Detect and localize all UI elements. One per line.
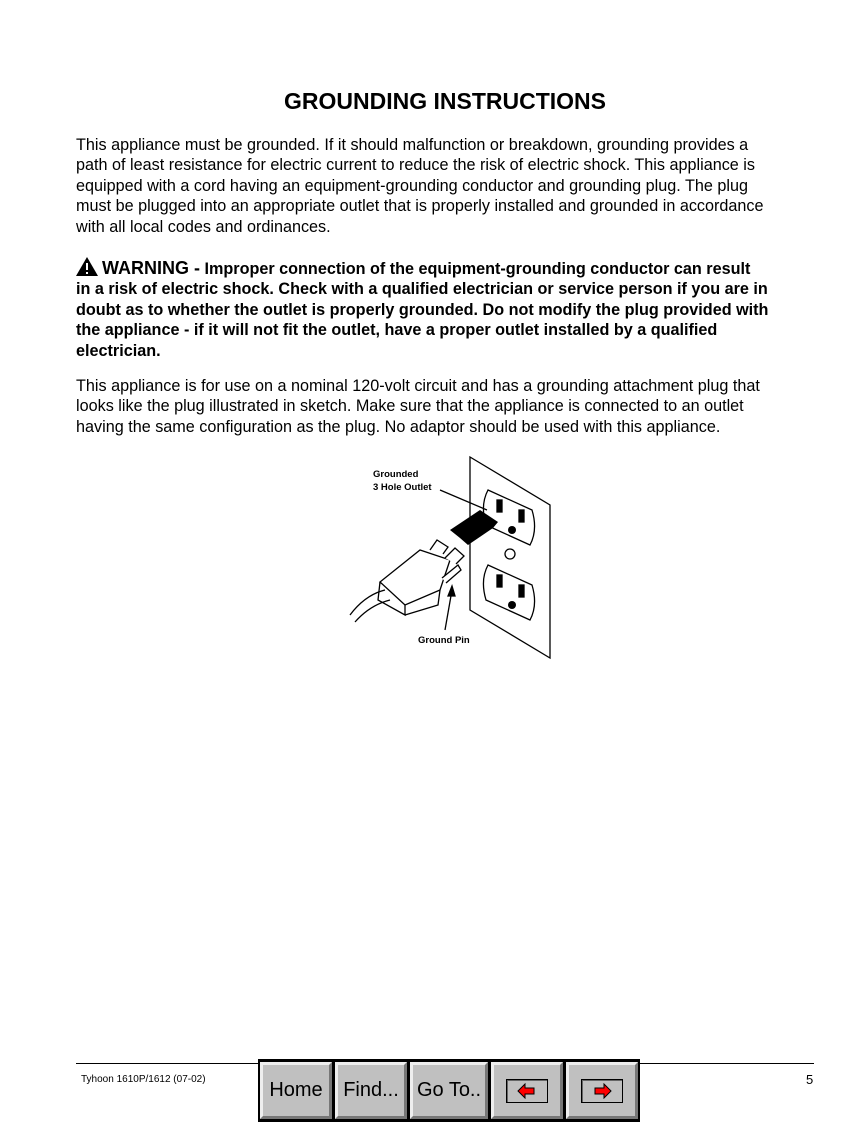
navigation-bar bbox=[258, 1059, 640, 1122]
outlet-label: Grounded bbox=[373, 469, 419, 480]
text-line: path of least resistance for electric current to reduce the risk of electric shock. This appliance is bbox=[76, 156, 755, 175]
page-number: 5 bbox=[806, 1072, 814, 1087]
text-line: This appliance must be grounded. If it should malfunction or breakdown, grounding provides a bbox=[76, 136, 749, 154]
document-id: Tyhoon 1610P/1612 (07-02) bbox=[81, 1074, 206, 1085]
voltage-paragraph bbox=[76, 376, 760, 437]
text-line: equipped with a cord having an equipment-grounding conductor and grounding plug. The plug bbox=[76, 176, 748, 195]
outlet-label: 3 Hole Outlet bbox=[373, 482, 432, 493]
text-line: in a risk of electric shock. Check with a qualified electrician or service person if you are in bbox=[76, 280, 768, 299]
next-page-button[interactable] bbox=[566, 1062, 638, 1119]
warning-block bbox=[76, 257, 768, 361]
text-line: must be plugged into an appropriate outlet that is properly installed and grounded in accordance bbox=[76, 197, 764, 216]
ground-pin-label: Ground Pin bbox=[418, 635, 470, 646]
text-line: with all local codes and ordinances. bbox=[76, 217, 331, 236]
arrow-right-icon bbox=[592, 1083, 612, 1099]
text-line: Improper connection of the equipment-grounding conductor can result bbox=[200, 260, 751, 278]
text-line: having the same configuration as the plug. No adaptor should be used with this appliance. bbox=[76, 417, 721, 436]
text-line: This appliance is for use on a nominal 120-volt circuit and has a grounding attachment plug that bbox=[76, 377, 760, 395]
text-line: electrician. bbox=[76, 341, 161, 360]
text-line: looks like the plug illustrated in sketch. Make sure that the appliance is connected to an outlet bbox=[76, 397, 744, 416]
goto-button[interactable]: Go To.. bbox=[410, 1062, 488, 1119]
plug-outlet-diagram bbox=[340, 450, 560, 665]
warning-label: WARNING - bbox=[102, 258, 200, 278]
warning-triangle-icon bbox=[76, 257, 98, 276]
find-button[interactable]: Find... bbox=[335, 1062, 407, 1119]
arrow-left-icon bbox=[517, 1083, 537, 1099]
page-title: GROUNDING INSTRUCTIONS bbox=[284, 88, 606, 114]
text-line: the appliance - if it will not fit the outlet, have a proper outlet installed by a qualified bbox=[76, 321, 718, 340]
text-line: doubt as to whether the outlet is properly grounded. Do not modify the plug provided with bbox=[76, 300, 769, 319]
home-button[interactable]: Home bbox=[260, 1062, 332, 1119]
previous-page-button[interactable] bbox=[491, 1062, 563, 1119]
grounding-paragraph bbox=[76, 135, 764, 237]
